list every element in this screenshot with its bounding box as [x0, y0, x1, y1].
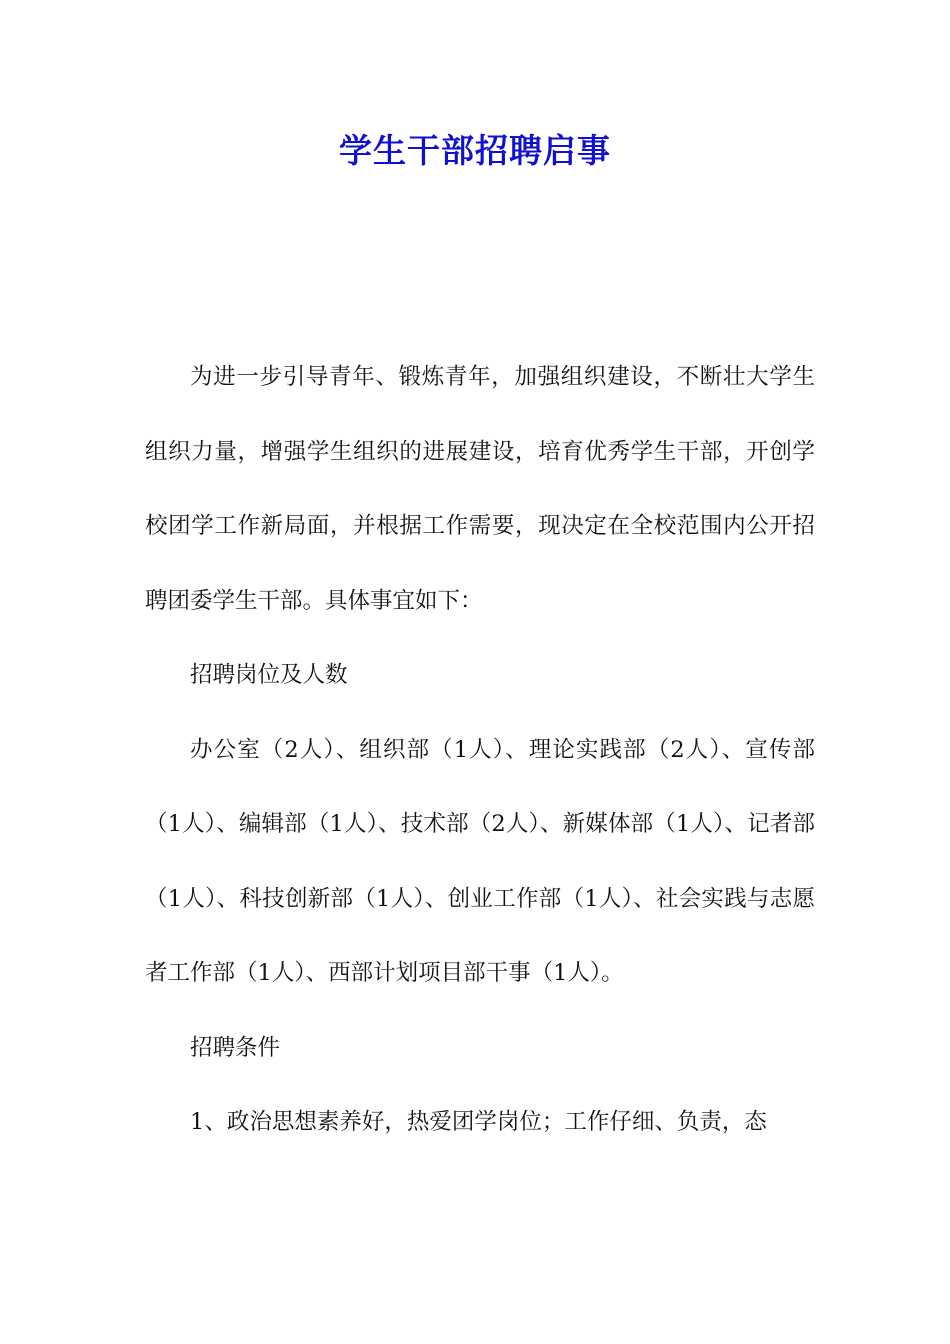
section-heading-conditions: 招聘条件: [190, 1034, 281, 1061]
positions-paragraph: 办公室（2人）、组织部（1人）、理论实践部（2人）、宣传部（1人）、编辑部（1人）、技术部（2人）、新媒体部（1人）、记者部（1人）、科技创新部（1人）、创业工作部（1人）、社会实践与志愿者工作部（1人）、西部计划项目部干事（1人）。: [145, 736, 815, 986]
intro-paragraph: 为进一步引导青年、锻炼青年，加强组织建设，不断壮大学生组织力量，增强学生组织的进展建设，培育优秀学生干部，开创学校团学工作新局面，并根据工作需要，现决定在全校范围内公开招聘团委学生干部。具体事宜如下：: [145, 364, 815, 614]
document-body: [145, 340, 815, 1160]
document-title: 学生干部招聘启事: [339, 131, 611, 170]
section-heading-positions: 招聘岗位及人数: [190, 662, 348, 688]
condition-item-1: 1、政治思想素养好，热爱团学岗位；工作仔细、负责，态: [190, 1109, 767, 1135]
